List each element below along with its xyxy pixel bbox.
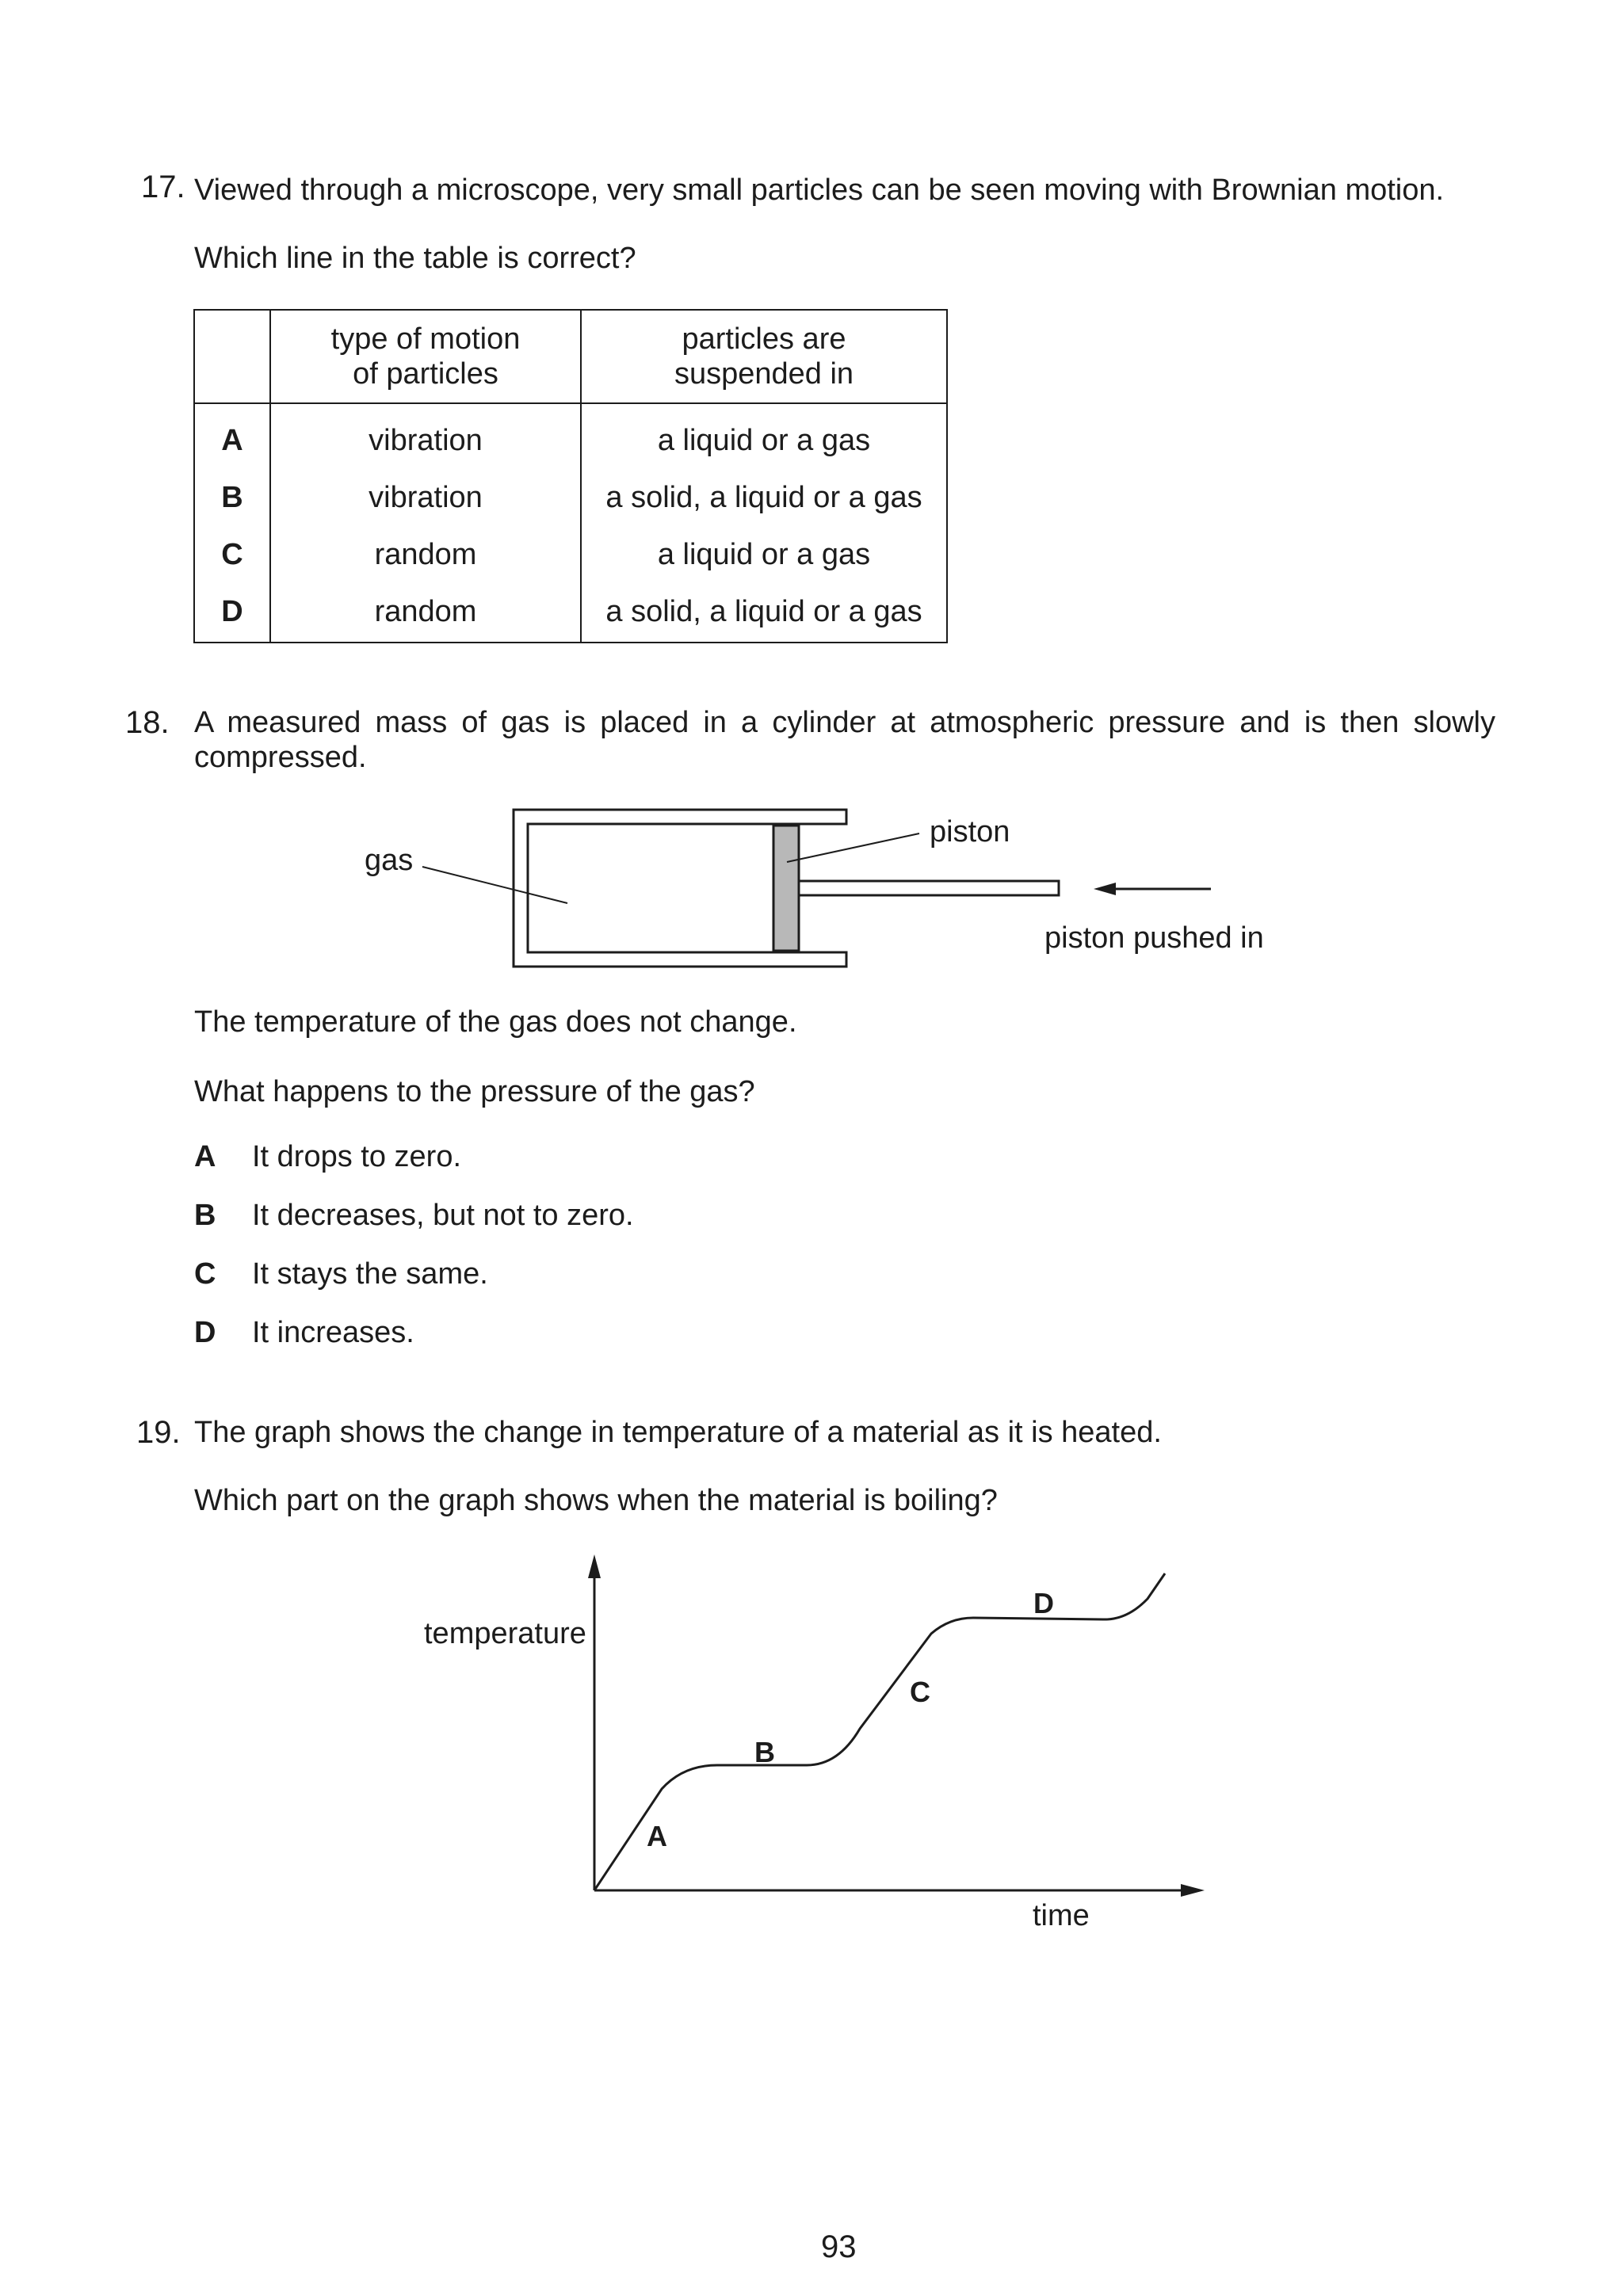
q17-row-medium: a solid, a liquid or a gas [581,583,947,643]
q17-header-motion-l2: of particles [353,357,498,391]
x-axis-label: time [1033,1899,1090,1932]
q18-stem: A measured mass of gas is placed in a cylinder at atmospheric pressure and is then slowly compressed. [194,706,1495,774]
q17-question: Which line in the table is correct? [194,242,636,275]
label-piston: piston [930,815,1010,849]
q17-row-motion: random [270,526,581,583]
q17-row-motion: vibration [270,403,581,469]
q18-option-text: It drops to zero. [252,1140,462,1173]
q19-question: Which part on the graph shows when the material is boiling? [194,1484,998,1517]
q18-option-letter: A [194,1140,216,1173]
q17-header-motion-l1: type of motion [330,322,521,356]
q18-option-text: It increases. [252,1316,414,1349]
q18-question: What happens to the pressure of the gas? [194,1075,755,1108]
label-gas: gas [365,844,414,877]
q18-number: 18. [125,705,170,740]
q17-row-motion: random [270,583,581,643]
q17-row-medium: a liquid or a gas [581,403,947,469]
y-axis-label: temperature [424,1617,586,1650]
q17-header-medium-l2: suspended in [674,357,854,391]
q17-row-letter: C [194,526,270,583]
q18-option-letter: C [194,1257,216,1291]
page-number: 93 [821,2229,857,2264]
segment-label-a: A [647,1820,667,1852]
q17-row-medium: a solid, a liquid or a gas [581,469,947,526]
heating-curve [594,1573,1165,1890]
q17-row-medium: a liquid or a gas [581,526,947,583]
q17-stem: Viewed through a microscope, very small particles can be seen moving with Brownian motion. [194,174,1445,207]
label-piston-pushed-in: piston pushed in [1044,921,1264,955]
segment-label-c: C [910,1676,930,1708]
q17-row-letter: D [194,583,270,643]
q17-header-medium-l1: particles are [682,322,846,356]
q17-number: 17. [141,170,185,204]
q18-option-text: It decreases, but not to zero. [252,1199,634,1232]
q17-row-motion: vibration [270,469,581,526]
q19-stem: The graph shows the change in temperature of a material as it is heated. [194,1416,1162,1449]
q17-row-letter: A [194,403,270,469]
y-axis-arrow [588,1554,601,1578]
q18-option-letter: D [194,1316,216,1349]
segment-label-d: D [1033,1587,1054,1619]
segment-label-b: B [754,1736,775,1768]
q17-row-letter: B [194,469,270,526]
q18-statement: The temperature of the gas does not change. [194,1005,797,1039]
x-axis-arrow [1181,1884,1205,1897]
q18-option-letter: B [194,1199,216,1232]
q18-option-text: It stays the same. [252,1257,488,1291]
q19-number: 19. [136,1415,181,1450]
